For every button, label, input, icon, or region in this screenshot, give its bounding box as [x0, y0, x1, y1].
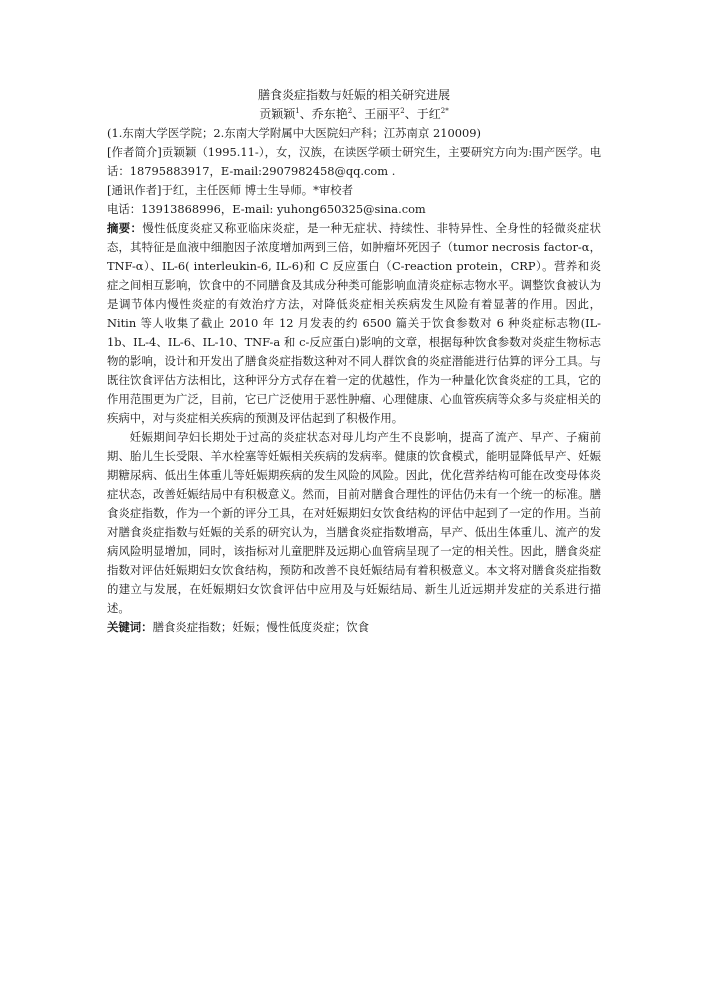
- author-name: 乔东艳: [311, 107, 348, 121]
- author-affil-mark: 2*: [440, 107, 449, 115]
- author-intro-text: 贡颖颖（1995.11-），女，汉族，在读医学硕士研究生，主要研究方向为:围产医学。电话：18795883917，E-mail:2907982458@qq.com .: [107, 145, 602, 178]
- abstract-text: 慢性低度炎症又称亚临床炎症，是一种无症状、持续性、非特异性、全身性的轻微炎症状态，其特征是血液中细胞因子浓度增加两到三倍，如肿瘤坏死因子（tumor necrosis factor-α，TNF-α）、IL-6( interleukin-6, IL-6)和 C 反应蛋白（C-reaction protein，CRP）。营养和炎症之间相互影响，饮食中的不同膳食及其成分种类可能影响血清炎症标志物水平。调整饮食被认为是调节体内慢性炎症的有效治疗方法，对降低炎症相关疾病发生风险有着显著的作用。因此，Nitin 等人收集了截止 2010 年 12 月发表的约 6500 篇关于饮食参数对 6 种炎症标志物(IL-1b、IL-4、IL-6、IL-10、TNF-a 和 c-反应蛋白)影响的文章，根据每种饮食参数对炎症生物标志物的影响，设计和开发出了膳食炎症指数这种对不同人群饮食的炎症潜能进行估算的评分工具。与既往饮食评估方法相比，这种评分方式存在着一定的优越性，作为一种量化饮食炎症的工具，它的作用范围更为广泛，目前，它已广泛使用于恶性肿瘤、心理健康、心血管疾病等众多与炎症相关的疾病中，对与炎症相关疾病的预测及评估起到了积极作用。: [107, 221, 601, 425]
- affiliation: (1.东南大学医学院；2.东南大学附属中大医院妇产科；江苏南京 210009): [107, 126, 481, 140]
- keywords-label: 关键词：: [107, 620, 153, 634]
- corresponding-contact: 电话：13913868996，E-mail: yuhong650325@sina.com: [107, 202, 426, 216]
- author-affil-mark: 2: [347, 107, 353, 115]
- author-name: 贡颖颖: [259, 107, 296, 121]
- author-list: [107, 105, 601, 124]
- paper-title: 膳食炎症指数与妊娠的相关研究进展: [257, 88, 450, 102]
- author-intro-label: [作者简介]: [107, 145, 162, 159]
- author-name: 于红: [416, 107, 441, 121]
- keywords: [107, 618, 601, 637]
- corresponding-author-label: [通讯作者]: [107, 183, 162, 197]
- author-affil-mark: 2: [400, 107, 405, 115]
- abstract-label: 摘要：: [107, 221, 143, 235]
- author-affil-mark: 1: [295, 107, 300, 115]
- keywords-text: 膳食炎症指数；妊娠；慢性低度炎症；饮食: [152, 620, 370, 634]
- author-separator: 、: [299, 107, 312, 121]
- corresponding-author: [107, 181, 601, 200]
- corresponding-author-text: 于红，主任医师 博士生导师。*审校者: [161, 183, 354, 197]
- author-intro: [107, 143, 601, 181]
- author-separator: 、: [352, 107, 365, 121]
- abstract: [107, 219, 601, 428]
- body-paragraph: 妊娠期间孕妇长期处于过高的炎症状态对母儿均产生不良影响，提高了流产、早产、子痫前期、胎儿生长受限、羊水栓塞等妊娠相关疾病的发病率。健康的饮食模式，能明显降低早产、妊娠期糖尿病、低出生体重儿等妊娠期疾病的发生风险的风险。因此，优化营养结构可能在改变母体炎症状态，改善妊娠结局中有积极意义。然而，目前对膳食合理性的评估仍未有一个统一的标准。膳食炎症指数，作为一个新的评分工具，在对妊娠期妇女饮食结构的评估中起到了一定的作用。当前对膳食炎症指数与妊娠的关系的研究认为，当膳食炎症指数增高，早产、低出生体重儿、流产的发病风险明显增加，同时，该指标对儿童肥胖及远期心血管病呈现了一定的相关性。因此，膳食炎症指数对评估妊娠期妇女饮食结构，预防和改善不良妊娠结局有着积极意义。本文将对膳食炎症指数的建立与发展，在妊娠期妇女饮食评估中应用及与妊娠结局、新生儿近远期并发症的关系进行描述。: [107, 430, 601, 615]
- paper-front-matter: [107, 86, 601, 637]
- author-name: 王丽平: [364, 107, 401, 121]
- author-separator: 、: [404, 107, 417, 121]
